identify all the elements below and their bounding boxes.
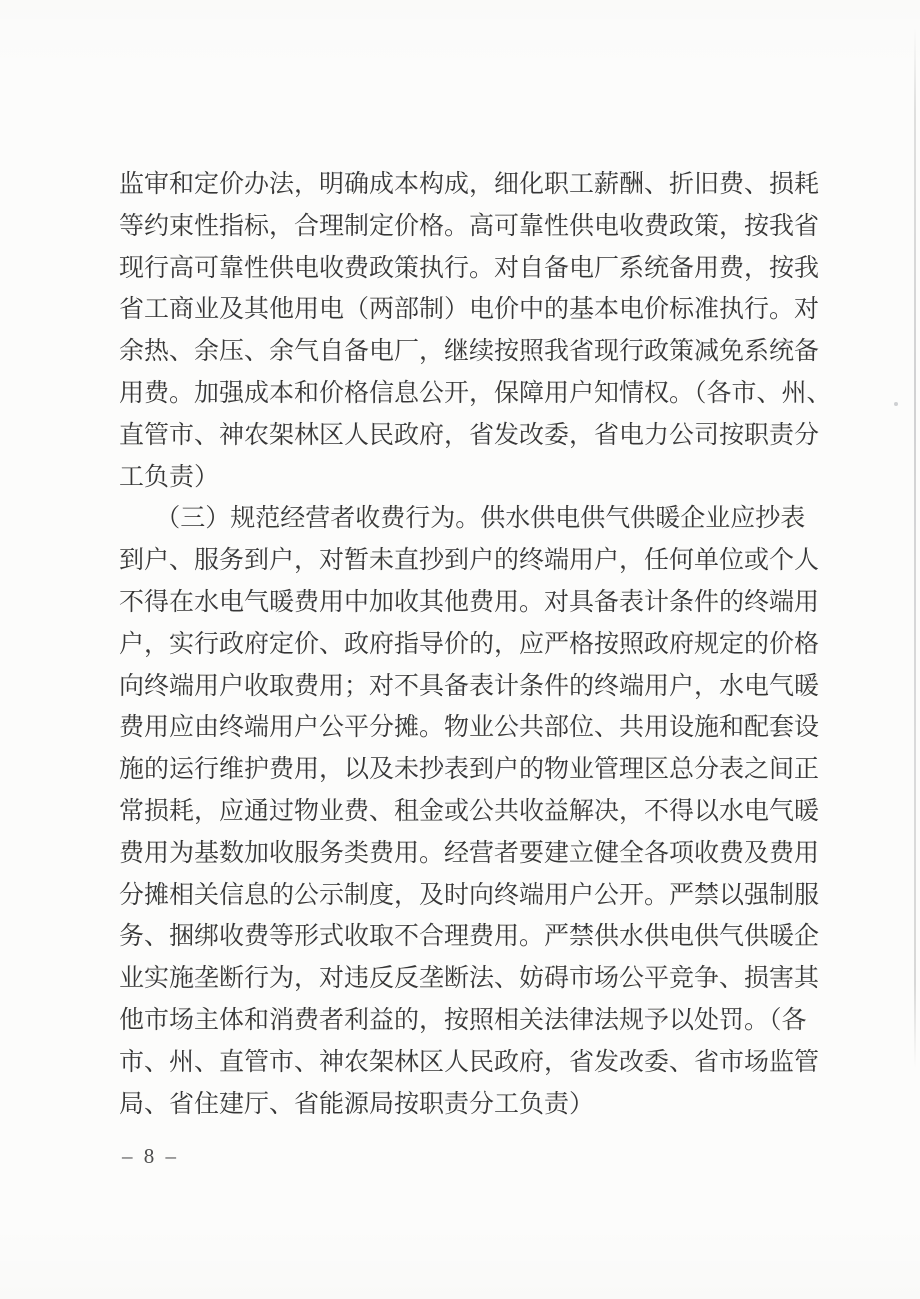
- document-body: [119, 164, 832, 1125]
- text-line: 市、州、直管市、神农架林区人民政府，省发改委、省市场监管: [119, 1048, 820, 1076]
- text-line: 他市场主体和消费者利益的，按照相关法律法规予以处罚。（各: [119, 1006, 807, 1034]
- text-line: 户，实行政府定价、政府指导价的，应严格按照政府规定的价格: [119, 630, 820, 658]
- scan-artifact-speck: [894, 402, 898, 406]
- text-line: （三）规范经营者收费行为。供水供电供气供暖企业应抄表: [155, 505, 806, 533]
- text-line: 向终端用户收取费用；对不具备表计条件的终端用户，水电气暖: [119, 672, 820, 700]
- scan-artifact-line: [914, 28, 916, 1068]
- text-line: 监审和定价办法，明确成本构成，细化职工薪酬、折旧费、损耗: [119, 171, 820, 198]
- text-line: 到户、服务到户，对暂未直抄到户的终端用户，任何单位或个人: [119, 547, 820, 575]
- text-line: 分摊相关信息的公示制度，及时向终端用户公开。严禁以强制服: [119, 881, 820, 909]
- text-line: 不得在水电气暖费用中加收其他费用。对具备表计条件的终端用: [119, 588, 820, 616]
- text-line: 常损耗，应通过物业费、租金或公共收益解决，不得以水电气暖: [119, 797, 820, 825]
- text-line: 等约束性指标，合理制定价格。高可靠性供电收费政策，按我省: [119, 212, 820, 240]
- page-number-label: – 8 –: [122, 1144, 179, 1168]
- text-line: 业实施垄断行为，对违反反垄断法、妨碍市场公平竞争、损害其: [119, 965, 820, 993]
- text-line: 省工商业及其他用电（两部制）电价中的基本电价标准执行。对: [119, 296, 820, 324]
- text-line: 直管市、神农架林区人民政府，省发改委，省电力公司按职责分: [119, 421, 820, 449]
- text-line: 局、省住建厅、省能源局按职责分工负责）: [119, 1090, 595, 1118]
- text-line: 施的运行维护费用，以及未抄表到户的物业管理区总分表之间正: [119, 756, 820, 784]
- text-line: 费用为基数加收服务类费用。经营者要建立健全各项收费及费用: [119, 839, 820, 867]
- text-line: 务、捆绑收费等形式收取不合理费用。严禁供水供电供气供暖企: [119, 923, 820, 951]
- text-line: 余热、余压、余气自备电厂，继续按照我省现行政策减免系统备: [119, 338, 820, 366]
- text-line: 现行高可靠性供电收费政策执行。对自备电厂系统备用费，按我: [119, 254, 820, 282]
- text-line: 工负责）: [119, 463, 220, 491]
- text-line: 用费。加强成本和价格信息公开，保障用户知情权。（各市、州、: [119, 379, 832, 407]
- text-line: 费用应由终端用户公平分摊。物业公共部位、共用设施和配套设: [119, 714, 820, 742]
